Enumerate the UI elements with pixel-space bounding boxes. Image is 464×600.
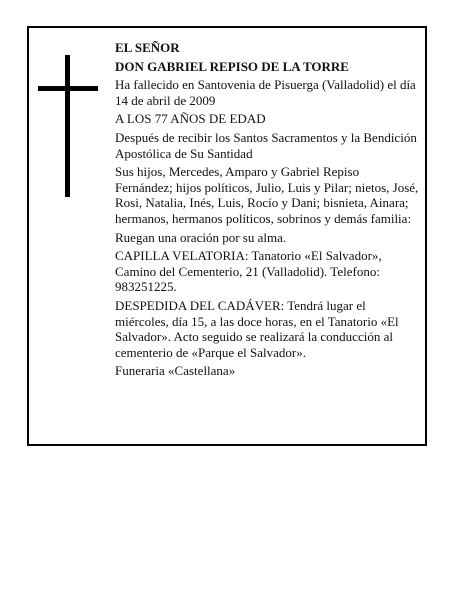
cross-horizontal-bar [38,86,98,91]
cross-vertical-bar [65,55,70,197]
death-info: Ha fallecido en Santovenia de Pisuerga (Valladolid) el día 14 de abril de 2009 [115,77,416,108]
family-paragraph: Sus hijos, Mercedes, Amparo y Gabriel Repiso Fernández; hijos políticos, Julio, Luis y Pilar; nietos, José, Rosi, Natalia, Inés, Luis, Rocío y Dani; bisnieta, Ainara; hermanos, hermanos políticos, sobrinos y demás familia: [115,164,419,226]
obituary-text [115,40,420,382]
funeral-home: Funeraria «Castellana» [115,363,236,379]
sacraments-line: Después de recibir los Santos Sacramentos y la Bendición Apostólica de Su Santidad [115,129,417,161]
deceased-name: DON GABRIEL REPISO DE LA TORRE [115,58,349,74]
chapel-info: CAPILLA VELATORIA: Tanatorio «El Salvador», Camino del Cementerio, 21 (Valladolid). Telefono: 983251225. [115,248,382,295]
title-line-1: EL SEÑOR [115,40,180,55]
age-line: A LOS 77 AÑOS DE EDAD [115,111,266,127]
latin-cross-icon [38,55,98,197]
farewell-info: DESPEDIDA DEL CADÁVER: Tendrá lugar el miércoles, día 15, a las doce horas, en el Tanatorio «El Salvador». Acto seguido se realizará la conducción al cementerio de «Parque el Salvador». [115,297,399,360]
prayer-line: Ruegan una oración por su alma. [115,229,287,245]
